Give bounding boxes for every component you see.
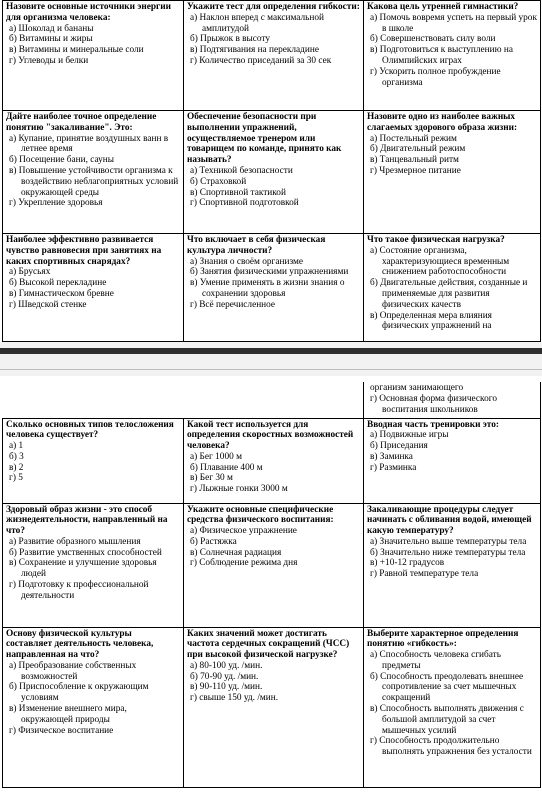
question-cell	[184, 111, 364, 234]
answer-option: в) Гимнастическом бревне	[9, 288, 114, 299]
answer-option: в) Подтягивания на перекладине	[190, 45, 319, 56]
question-cell	[184, 234, 364, 342]
answer-option: в) Повышение устойчивости организма к воздействию неблагоприятных условий окружающей среды	[9, 165, 179, 198]
question-text: Сколько основных типов телосложения человека существует?	[6, 419, 174, 441]
answer-option: б) Приспособление к окружающим условиям	[9, 682, 149, 704]
answer-option: б) Страховкой	[190, 176, 247, 187]
question-cell	[364, 627, 541, 787]
question-text: Назовите основные источники энергии для организма человека:	[6, 2, 171, 23]
answer-option: в) 90-110 уд. /мин.	[190, 682, 263, 693]
answer-option: г) свыше 150 уд. /мин.	[190, 693, 279, 704]
table-row	[3, 418, 541, 503]
question-cell	[3, 234, 184, 342]
answer-option: б) Приседания	[370, 441, 428, 452]
empty-cell	[3, 382, 184, 418]
answer-option: а) Постельный режим	[370, 133, 457, 144]
answer-option: г) Лыжные гонки 3000 м	[190, 484, 288, 495]
answer-option: в) Сохранение и улучшение здоровья людей	[9, 558, 157, 580]
answer-option: б) Плавание 400 м	[190, 462, 263, 473]
question-cell	[364, 418, 541, 503]
answer-option: а) Развитие образного мышления	[9, 536, 141, 547]
question-cell	[3, 111, 184, 234]
answer-option: б) Двигательные действия, созданные и применяемые для развития физических качеств	[370, 278, 528, 310]
answer-option: в) +10-12 градусов	[370, 558, 445, 569]
question-cell	[3, 418, 184, 503]
answer-option: а) 80-100 уд. /мин.	[190, 660, 263, 671]
question-text: Укажите основные специфические средства физического воспитания:	[187, 504, 334, 526]
answer-option: г) Всё перечисленное	[190, 299, 276, 310]
answer-option: а) Подвижные игры	[370, 430, 449, 441]
answer-option: б) Совершенствовать силу воли	[370, 34, 496, 45]
answer-option: г) Чрезмерное питание	[370, 165, 461, 176]
document-page-1	[0, 0, 542, 342]
answer-option: г) Ускорить полное пробуждение организма	[370, 66, 501, 88]
question-text: Выберите характерное определения понятию «гибкость»:	[367, 628, 519, 650]
question-cell	[184, 503, 364, 627]
answer-option: а) Наклон вперед с максимальной амплитудой	[190, 12, 324, 34]
answer-option: б) Растяжка	[190, 536, 237, 547]
page-top-edge	[0, 369, 542, 370]
question-cell	[3, 1, 184, 111]
page-break	[0, 342, 542, 376]
answer-option: в) Бег 30 м	[190, 473, 233, 484]
answer-option: в) Умение применять в жизни знания о сохранении здоровья	[190, 278, 345, 299]
answer-option: а) 1	[9, 441, 24, 452]
answer-option: в) Танцевальный ритм	[370, 155, 459, 166]
answer-option: а) Бег 1000 м	[190, 451, 242, 462]
table-row	[3, 382, 541, 418]
question-text: Обеспечение безопасности при выполнении упражнений, осуществляемое тренером или товарищем по команде, принято как называть?	[187, 112, 342, 166]
answer-option: б) Посещение бани, сауны	[9, 155, 115, 166]
answer-option: в) Способность выполнять движения с большой амплитудой за счет мышечных усилий	[370, 704, 524, 736]
question-text: Закаливающие процедуры следует начинать с обливания водой, имеющей какую температуру?	[367, 504, 532, 537]
question-text: Какова цель утренней гимнастики?	[367, 2, 519, 12]
answer-option: а) Купание, принятие воздушных ванн в летнее время	[9, 133, 169, 155]
questions-table-1	[2, 0, 541, 342]
question-cell	[184, 627, 364, 787]
answer-option: г) Шведской стенке	[9, 299, 87, 310]
question-text: Здоровый образ жизни - это способ жизнедеятельности, направленный на что?	[6, 504, 168, 537]
question-cell	[364, 503, 541, 627]
answer-option: а) Знания о своём организме	[190, 256, 304, 267]
question-text: Основу физической культуры составляет деятельность человека, направленная на что?	[6, 628, 154, 661]
answer-option: б) Занятия физическими упражнениями	[190, 267, 349, 278]
answer-option: а) Значительно выше температуры тела	[370, 536, 527, 547]
answer-option: г) Углеводы и белки	[9, 55, 89, 66]
question-text: Что такое физическая нагрузка?	[367, 235, 505, 245]
answer-option: г) Подготовку к профессиональной деятельности	[9, 580, 149, 601]
table-row	[3, 111, 541, 234]
answer-option: г) Количество приседаний за 30 сек	[190, 55, 332, 66]
answer-option: а) Шоколад и бананы	[9, 23, 94, 34]
table-row	[3, 627, 541, 787]
answer-option: б) Витамины и жиры	[9, 34, 93, 45]
question-text: Каких значений может достигать частота сердечных сокращений (ЧСС) при высокой физической нагрузке?	[187, 628, 350, 661]
answer-option: г) Способность продолжительно выполнять упражнения без усталости	[370, 736, 532, 758]
answer-option: в) Солнечная радиация	[190, 547, 282, 558]
page-break-bar	[0, 348, 542, 354]
answer-option: а) Состояние организма, характеризующиеся временным снижением работоспособности	[370, 245, 510, 278]
questions-table-2	[2, 382, 541, 788]
answer-option: организм занимающего	[370, 383, 464, 393]
answer-option: б) 3	[9, 451, 24, 462]
answer-option: б) 70-90 уд. /мин.	[190, 671, 259, 682]
question-text: Вводная часть тренировки это:	[367, 419, 499, 430]
empty-cell	[184, 382, 364, 418]
answer-option: а) Помочь вовремя успеть на первый урок в школе	[370, 12, 537, 34]
answer-option: г) Физическое воспитание	[9, 725, 114, 736]
table-row	[3, 1, 541, 111]
answer-option: б) Высокой перекладине	[9, 278, 107, 289]
question-cell	[364, 234, 541, 342]
answer-option: б) Способность преодолевать внешнее сопротивление за счет мышечных сокращений	[370, 671, 524, 704]
document-page-2	[0, 376, 542, 794]
question-text: Укажите тест для определения гибкости:	[187, 2, 360, 12]
answer-option: в) Заминка	[370, 451, 413, 462]
answer-option: а) Брусьях	[9, 267, 51, 278]
answer-option: г) Укрепление здоровья	[9, 198, 103, 209]
answer-option: а) Физическое упражнение	[190, 526, 297, 537]
answer-option: а) Способность человека сгибать предметы	[370, 650, 501, 671]
question-cell	[3, 627, 184, 787]
question-text: Назовите одно из наиболее важных слагаемых здорового образа жизни:	[367, 112, 518, 133]
question-cell	[364, 1, 541, 111]
continuation-cell	[364, 382, 541, 418]
answer-option: в) Определенная мера влияния физических упражнений на	[370, 310, 492, 332]
answer-option: б) Двигательный режим	[370, 144, 466, 155]
answer-option: в) Изменение внешнего мира, окружающей природы	[9, 704, 127, 725]
answer-option: б) Значительно ниже температуры тела	[370, 547, 526, 558]
answer-option: а) Техникой безопасности	[190, 165, 293, 176]
answer-option: г) 5	[9, 473, 23, 484]
answer-option: а) Преобразование собственных возможностей	[9, 660, 137, 682]
answer-option: в) 2	[9, 462, 24, 473]
answer-option: б) Развитие умственных способностей	[9, 547, 162, 558]
question-text: Дайте наиболее точное определение понятию "закаливание". Это:	[6, 112, 157, 133]
answer-option: г) Основная форма физического воспитания школьников	[370, 393, 497, 415]
answer-option: в) Спортивной тактикой	[190, 187, 286, 198]
question-text: Что включает в себя физическая культура личности?	[187, 235, 326, 256]
answer-option: г) Спортивной подготовкой	[190, 198, 299, 209]
answer-option: в) Витамины и минеральные соли	[9, 45, 144, 56]
answer-option: г) Разминка	[370, 462, 417, 473]
question-cell	[184, 418, 364, 503]
question-cell	[184, 1, 364, 111]
answer-option: б) Прыжок в высоту	[190, 34, 271, 45]
question-cell	[364, 111, 541, 234]
question-text: Какой тест используется для определения скоростных возможностей человека?	[187, 419, 354, 452]
answer-option: в) Подготовиться к выступлению на Олимпийских играх	[370, 45, 513, 66]
table-row	[3, 234, 541, 342]
question-text: Наиболее эффективно развивается чувство равновесия при занятиях на каких спортивных снарядах?	[6, 235, 162, 267]
question-cell	[3, 503, 184, 627]
table-row	[3, 503, 541, 627]
answer-option: г) Соблюдение режима дня	[190, 558, 298, 569]
answer-option: г) Равной температуре тела	[370, 569, 479, 580]
